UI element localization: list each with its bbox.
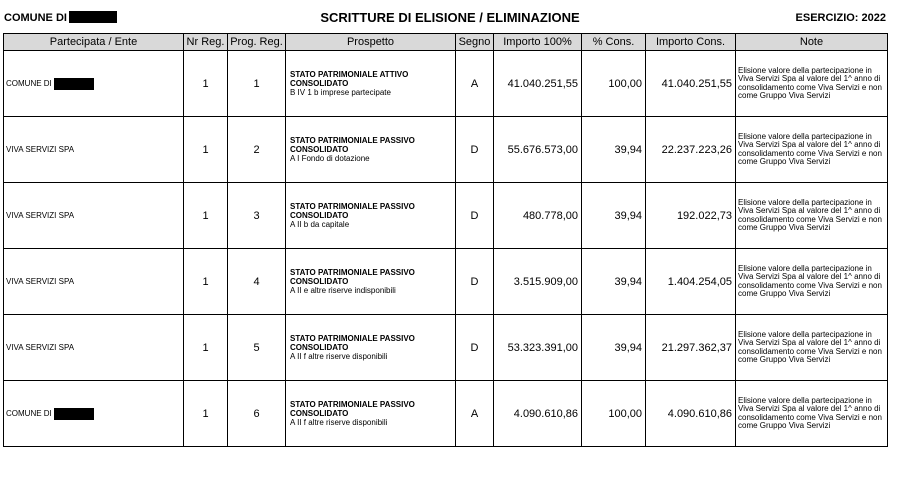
col-header-prog-reg: Prog. Reg.: [228, 34, 286, 51]
cell-nr-reg: 1: [184, 315, 228, 381]
cell-perc-cons: 100,00: [582, 381, 646, 447]
cell-ente: [4, 315, 184, 381]
cell-importo-cons: 21.297.362,37: [646, 315, 736, 381]
cell-ente: [4, 117, 184, 183]
cell-nr-reg: 1: [184, 183, 228, 249]
col-header-segno: Segno: [456, 34, 494, 51]
fiscal-year-label: ESERCIZIO: 2022: [795, 12, 886, 24]
cell-ente: [4, 381, 184, 447]
cell-importo-cons: 41.040.251,55: [646, 51, 736, 117]
ente-label: VIVA SERVIZI SPA: [6, 211, 75, 220]
prospetto-title: STATO PATRIMONIALE PASSIVO CONSOLIDATO: [290, 136, 415, 154]
prospetto-title: STATO PATRIMONIALE ATTIVO CONSOLIDATO: [290, 70, 409, 88]
cell-importo-cons: 192.022,73: [646, 183, 736, 249]
ente-label: VIVA SERVIZI SPA: [6, 145, 75, 154]
cell-importo-100: 4.090.610,86: [494, 381, 582, 447]
cell-importo-cons: 4.090.610,86: [646, 381, 736, 447]
cell-perc-cons: 39,94: [582, 249, 646, 315]
page-title: SCRITTURE DI ELISIONE / ELIMINAZIONE: [320, 10, 580, 25]
cell-note: Elisione valore della partecipazione in Viva Servizi Spa al valore del 1^ anno di consolidamento come Viva Servizi e non come Gruppo Viva Servizi: [736, 381, 888, 447]
cell-prog-reg: 6: [228, 381, 286, 447]
cell-prospetto: [286, 249, 456, 315]
cell-nr-reg: 1: [184, 51, 228, 117]
cell-note: Elisione valore della partecipazione in Viva Servizi Spa al valore del 1^ anno di consolidamento come Viva Servizi e non come Gruppo Viva Servizi: [736, 51, 888, 117]
ente-label: COMUNE DI: [6, 408, 52, 418]
col-header-importo-100: Importo 100%: [494, 34, 582, 51]
ente-label: VIVA SERVIZI SPA: [6, 343, 75, 352]
cell-note: Elisione valore della partecipazione in Viva Servizi Spa al valore del 1^ anno di consolidamento come Viva Servizi e non come Gruppo Viva Servizi: [736, 183, 888, 249]
prospetto-title: STATO PATRIMONIALE PASSIVO CONSOLIDATO: [290, 202, 415, 220]
cell-nr-reg: 1: [184, 117, 228, 183]
cell-importo-100: 53.323.391,00: [494, 315, 582, 381]
cell-perc-cons: 39,94: [582, 183, 646, 249]
cell-prospetto: [286, 51, 456, 117]
cell-prospetto: [286, 117, 456, 183]
prospetto-detail: B IV 1 b imprese partecipate: [290, 88, 391, 97]
prospetto-detail: A II f altre riserve disponibili: [290, 418, 388, 427]
cell-nr-reg: 1: [184, 249, 228, 315]
col-header-importo-cons: Importo Cons.: [646, 34, 736, 51]
cell-prospetto: [286, 381, 456, 447]
prospetto-detail: A II b da capitale: [290, 220, 350, 229]
prospetto-title: STATO PATRIMONIALE PASSIVO CONSOLIDATO: [290, 400, 415, 418]
cell-importo-100: 41.040.251,55: [494, 51, 582, 117]
cell-segno: A: [456, 51, 494, 117]
redaction-bar: [54, 408, 94, 420]
cell-importo-cons: 1.404.254,05: [646, 249, 736, 315]
redaction-bar: [54, 78, 94, 90]
cell-segno: A: [456, 381, 494, 447]
table-row: [4, 249, 888, 315]
cell-prog-reg: 2: [228, 117, 286, 183]
col-header-prospetto: Prospetto: [286, 34, 456, 51]
cell-importo-100: 55.676.573,00: [494, 117, 582, 183]
table-row: [4, 381, 888, 447]
table-row: [4, 51, 888, 117]
cell-perc-cons: 100,00: [582, 51, 646, 117]
col-header-partecipata: Partecipata / Ente: [4, 34, 184, 51]
cell-segno: D: [456, 249, 494, 315]
table-row: [4, 315, 888, 381]
cell-note: Elisione valore della partecipazione in Viva Servizi Spa al valore del 1^ anno di consolidamento come Viva Servizi e non come Gruppo Viva Servizi: [736, 249, 888, 315]
prospetto-title: STATO PATRIMONIALE PASSIVO CONSOLIDATO: [290, 334, 415, 352]
cell-segno: D: [456, 117, 494, 183]
ente-label: COMUNE DI: [6, 78, 52, 88]
col-header-nr-reg: Nr Reg.: [184, 34, 228, 51]
cell-segno: D: [456, 315, 494, 381]
cell-prog-reg: 3: [228, 183, 286, 249]
cell-note: Elisione valore della partecipazione in Viva Servizi Spa al valore del 1^ anno di consolidamento come Viva Servizi e non come Gruppo Viva Servizi: [736, 315, 888, 381]
cell-segno: D: [456, 183, 494, 249]
cell-importo-cons: 22.237.223,26: [646, 117, 736, 183]
ente-label: VIVA SERVIZI SPA: [6, 277, 75, 286]
header-entity-label: COMUNE DI: [4, 12, 67, 24]
cell-prog-reg: 4: [228, 249, 286, 315]
col-header-perc-cons: % Cons.: [582, 34, 646, 51]
prospetto-detail: A II e altre riserve indisponibili: [290, 286, 396, 295]
elision-table: [3, 33, 888, 447]
cell-prog-reg: 1: [228, 51, 286, 117]
cell-prospetto: [286, 183, 456, 249]
cell-importo-100: 3.515.909,00: [494, 249, 582, 315]
prospetto-detail: A I Fondo di dotazione: [290, 154, 370, 163]
table-row: [4, 117, 888, 183]
cell-note: Elisione valore della partecipazione in Viva Servizi Spa al valore del 1^ anno di consolidamento come Viva Servizi e non come Gruppo Viva Servizi: [736, 117, 888, 183]
cell-ente: [4, 51, 184, 117]
prospetto-detail: A II f altre riserve disponibili: [290, 352, 388, 361]
col-header-note: Note: [736, 34, 888, 51]
cell-ente: [4, 183, 184, 249]
cell-perc-cons: 39,94: [582, 315, 646, 381]
cell-nr-reg: 1: [184, 381, 228, 447]
cell-ente: [4, 249, 184, 315]
cell-prospetto: [286, 315, 456, 381]
cell-perc-cons: 39,94: [582, 117, 646, 183]
cell-prog-reg: 5: [228, 315, 286, 381]
table-row: [4, 183, 888, 249]
prospetto-title: STATO PATRIMONIALE PASSIVO CONSOLIDATO: [290, 268, 415, 286]
cell-importo-100: 480.778,00: [494, 183, 582, 249]
table-header-row: [4, 34, 888, 51]
